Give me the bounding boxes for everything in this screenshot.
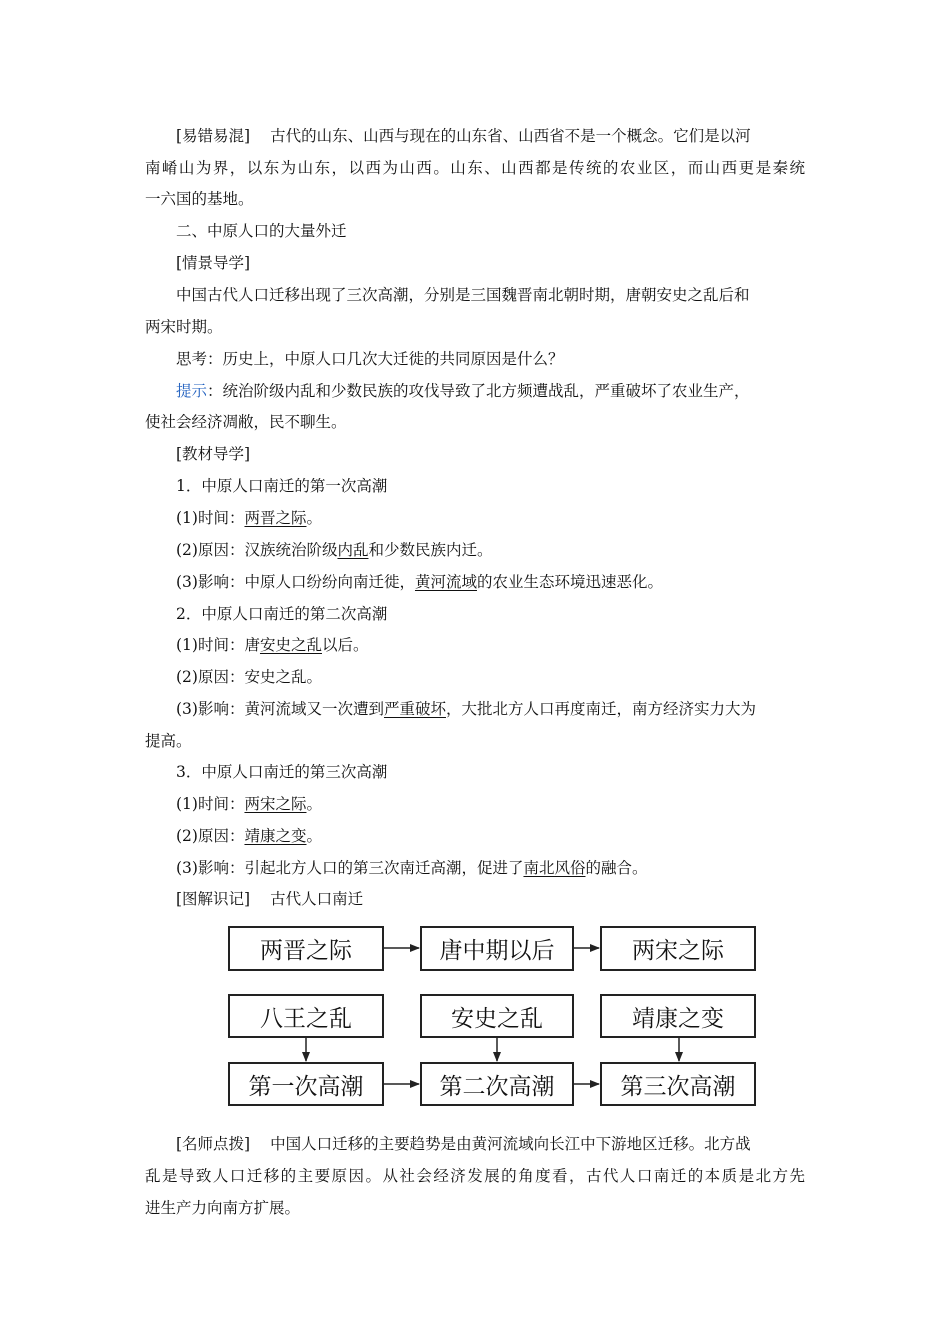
teacher-tip-line-3: 进生产力向南方扩展。 (145, 1199, 301, 1217)
wave2-time (176, 635, 836, 655)
wave2-cause: (2)原因：安史之乱。 (176, 668, 322, 686)
wave2-effect (176, 699, 805, 719)
box-wave-1: 第一次高潮 (228, 1062, 384, 1106)
wave3-time-suffix: 。 (306, 795, 322, 813)
box-bawang: 八王之乱 (228, 994, 384, 1038)
wave3-time-prefix: (1)时间： (176, 795, 245, 813)
wave1-title: 1．中原人口南迁的第一次高潮 (176, 477, 388, 495)
scene-line-1: 中国古代人口迁移出现了三次高潮，分别是三国魏晋南北朝时期，唐朝安史之乱后和 (176, 286, 750, 304)
scene-line-2: 两宋时期。 (145, 318, 223, 336)
wave3-title: 3．中原人口南迁的第三次高潮 (176, 763, 388, 781)
wave1-effect (176, 572, 836, 592)
teacher-tip-line-1 (176, 1134, 836, 1154)
diagram-heading-title: 古代人口南迁 (270, 890, 364, 908)
box-jingkang: 靖康之变 (600, 994, 756, 1038)
wave1-time-suffix: 。 (306, 509, 322, 527)
box-liangsong: 两宋之际 (600, 926, 756, 971)
wave2-effect-answer: 严重破坏 (383, 700, 446, 718)
easy-mistake-label: [易错易混] (176, 127, 251, 145)
think-question: 思考：历史上，中原人口几次大迁徙的共同原因是什么？ (176, 350, 564, 368)
hint-label: 提示 (176, 382, 208, 400)
hint-text: ：统治阶级内乱和少数民族的攻伐导致了北方频遭战乱，严重破坏了农业生产， (207, 382, 750, 400)
teacher-tip-text: 中国人口迁移的主要趋势是由黄河流域向长江中下游地区迁移。北方战 (270, 1135, 751, 1153)
teacher-tip-line-2: 乱是导致人口迁移的主要原因。从社会经济发展的角度看，古代人口南迁的本质是北方先 (145, 1167, 805, 1185)
wave2-time-prefix: (1)时间：唐 (176, 636, 260, 654)
wave3-cause (176, 826, 836, 846)
wave1-time-prefix: (1)时间： (176, 509, 245, 527)
wave1-cause (176, 540, 836, 560)
wave1-time (176, 508, 836, 528)
easy-mistake-line-3: 一六国的基地。 (145, 190, 254, 208)
scene-label: [情景导学] (176, 254, 251, 272)
wave3-cause-suffix: 。 (306, 827, 322, 845)
migration-flow-diagram (228, 926, 758, 1116)
box-wave-2: 第二次高潮 (420, 1062, 574, 1106)
wave2-effect-suffix: ，大批北方人口再度南迁，南方经济实力大为 (445, 700, 756, 718)
box-wave-3: 第三次高潮 (600, 1062, 756, 1106)
wave1-time-answer: 两晋之际 (244, 509, 307, 527)
section-heading: 二、中原人口的大量外迁 (176, 222, 347, 240)
wave1-effect-answer: 黄河流域 (414, 573, 477, 591)
wave3-effect-answer: 南北风俗 (523, 859, 586, 877)
wave1-effect-prefix: (3)影响：中原人口纷纷向南迁徙， (176, 573, 415, 591)
box-anshi: 安史之乱 (420, 994, 574, 1038)
wave1-cause-suffix: 和少数民族内迁。 (368, 541, 493, 559)
textbook-label: [教材导学] (176, 445, 251, 463)
wave2-effect-line-2: 提高。 (145, 732, 192, 750)
easy-mistake-line-1 (176, 126, 836, 146)
easy-mistake-line-2: 南崤山为界，以东为山东，以西为山西。山东、山西都是传统的农业区，而山西更是秦统 (145, 159, 805, 177)
diagram-heading-label: [图解识记] (176, 890, 251, 908)
wave1-cause-answer: 内乱 (337, 541, 369, 559)
diagram-heading (176, 889, 836, 909)
wave3-cause-answer: 靖康之变 (244, 827, 307, 845)
wave3-cause-prefix: (2)原因： (176, 827, 245, 845)
wave3-effect-suffix: 的融合。 (585, 859, 648, 877)
hint-line-1 (176, 381, 836, 401)
wave3-effect (176, 858, 836, 878)
wave1-cause-prefix: (2)原因：汉族统治阶级 (176, 541, 338, 559)
easy-mistake-text: 古代的山东、山西与现在的山东省、山西省不是一个概念。它们是以河 (270, 127, 751, 145)
box-liangjin: 两晋之际 (228, 926, 384, 971)
wave3-time (176, 794, 836, 814)
teacher-tip-label: [名师点拨] (176, 1135, 251, 1153)
wave3-effect-prefix: (3)影响：引起北方人口的第三次南迁高潮，促进了 (176, 859, 524, 877)
wave1-effect-suffix: 的农业生态环境迅速恶化。 (476, 573, 663, 591)
wave3-time-answer: 两宋之际 (244, 795, 307, 813)
wave2-time-suffix: 以后。 (321, 636, 369, 654)
wave2-time-answer: 安史之乱 (259, 636, 322, 654)
wave2-title: 2．中原人口南迁的第二次高潮 (176, 605, 388, 623)
wave2-effect-prefix: (3)影响：黄河流域又一次遭到 (176, 700, 384, 718)
box-tang-mid: 唐中期以后 (420, 926, 574, 971)
hint-line-2: 使社会经济凋敝，民不聊生。 (145, 413, 347, 431)
